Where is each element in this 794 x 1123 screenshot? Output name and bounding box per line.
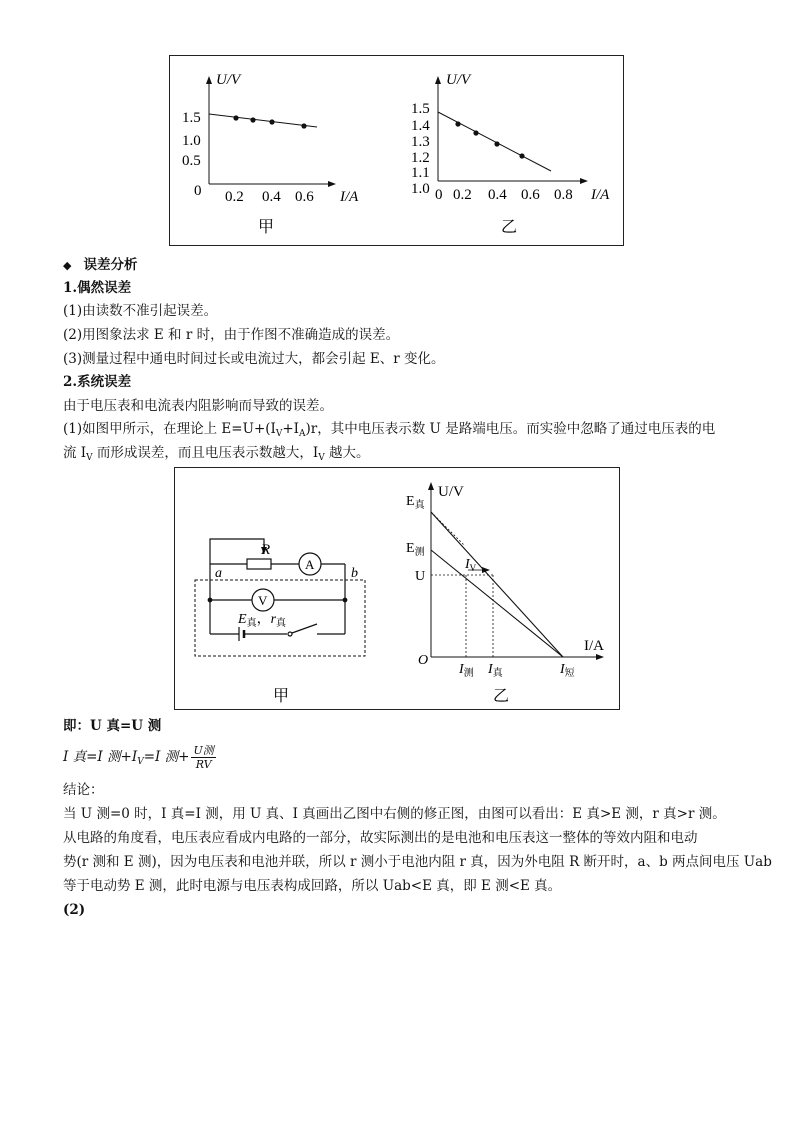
systematic-heading: 2.系统误差	[63, 374, 132, 390]
left-origin: 0	[194, 183, 202, 199]
figure-ui-graphs	[169, 55, 624, 246]
u-label: U	[415, 569, 426, 584]
e-true-label: $E_真$	[406, 494, 425, 511]
diamond-bullet-icon: ◆	[63, 259, 72, 272]
para2-label: (2)	[63, 902, 86, 918]
accidental-item: (2)用图象法求 E 和 r 时，由于作图不准确造成的误差。	[63, 327, 400, 343]
left-ytick: 1.5	[182, 110, 201, 126]
circuit-diagram	[195, 539, 365, 656]
conclusion-label: 结论：	[63, 782, 104, 798]
data-point	[250, 117, 255, 122]
left-xtick: 0.4	[262, 189, 281, 205]
voltmeter-icon: V	[258, 593, 268, 608]
conclusion-line: 从电路的角度看，电压表应看成内电路的一部分，故实际测出的是电池和电压表这一整体的等效内阻和电动	[63, 830, 698, 846]
node-a-label: a	[215, 566, 222, 581]
left-ytick: 1.0	[182, 133, 201, 149]
data-point	[301, 123, 306, 128]
right-ytick: 1.3	[411, 134, 430, 150]
circuit-caption: 甲	[273, 688, 290, 705]
circuit-labels	[215, 542, 358, 705]
graph-x-label: I/A	[584, 638, 604, 654]
conclusion-line: 等于电动势 E 测，此时电源与电压表构成回路，所以 Uab<E 真，即 E 测<E 真。	[63, 878, 562, 894]
graph-caption: 乙	[493, 688, 510, 705]
graph-y-label: U/V	[438, 484, 464, 500]
right-xtick: 0.8	[554, 187, 573, 203]
accidental-heading: 1.偶然误差	[63, 280, 132, 296]
origin-label: O	[418, 653, 429, 668]
right-xtick: 0.4	[488, 187, 507, 203]
left-ytick: 0.5	[182, 153, 201, 169]
section-title: ◆ 误差分析	[63, 257, 138, 273]
fraction: $\frac{\text{U测}}{RV}$	[193, 744, 214, 771]
conclusion-line: 当 U 测=0 时，I 真=I 测，用 U 真、I 真画出乙图中右侧的修正图，由图可以看出：E 真>E 测，r 真>r 测。	[63, 806, 726, 822]
data-point	[519, 153, 524, 158]
data-point	[494, 141, 499, 146]
left-caption: 甲	[258, 219, 275, 236]
node-b-label: b	[351, 566, 358, 581]
conclusion-line: 势(r 测和 E 测)，因为电压表和电池并联，所以 r 测小于电池内阻 r 真，因为外电阻 R 断开时，a、b 两点间电压 Uab	[63, 854, 772, 870]
circuit-graph-svg	[175, 468, 619, 709]
i-short-label: $I_短$	[560, 662, 575, 679]
data-point	[269, 119, 274, 124]
right-x-label: I/A	[591, 187, 610, 203]
data-point	[233, 115, 238, 120]
left-xtick: 0.2	[225, 189, 244, 205]
right-xtick: 0	[435, 187, 443, 203]
systematic-para1-line2: 流 $I_V$ 而形成误差，而且电压表示数越大，$I_V$ 越大。	[63, 445, 370, 463]
right-ytick: 1.5	[411, 101, 430, 117]
graph-right	[411, 72, 610, 236]
equation-current: I 真=I 测$+I_V=I$ 测+ $\frac{\text{U测}}{RV}$	[63, 744, 214, 771]
data-point	[455, 121, 460, 126]
ammeter-icon: A	[305, 557, 315, 572]
left-xtick: 0.6	[295, 189, 314, 205]
right-caption: 乙	[501, 219, 518, 236]
systematic-para1-line1: (1)如图甲所示，在理论上 $E=U+(I_V+I_A)r$，其中电压表示数 U 是路端电压。而实验中忽略了通过电压表的电	[63, 421, 716, 439]
right-ytick: 1.1	[411, 165, 430, 181]
right-xtick: 0.2	[453, 187, 472, 203]
battery-label: $E_真$，$r_真$	[238, 612, 287, 629]
graph-left	[182, 72, 359, 236]
i-meas-label: $I_测$	[459, 662, 474, 679]
right-ytick: 1.0	[411, 181, 430, 197]
right-ytick: 1.2	[411, 150, 430, 166]
rheostat-label: R	[261, 542, 271, 558]
right-ytick: 1.4	[411, 118, 430, 134]
accidental-item: (1)由读数不准引起误差。	[63, 303, 218, 319]
ui-graphs-svg	[170, 56, 623, 245]
right-y-label: U/V	[446, 72, 471, 88]
i-true-label: $I_真$	[488, 662, 503, 679]
left-y-label: U/V	[216, 72, 241, 88]
right-xtick: 0.6	[521, 187, 540, 203]
e-meas-label: $E_测$	[406, 541, 425, 558]
figure-circuit-and-graph	[174, 467, 620, 710]
iv-label: $I_V$	[465, 557, 477, 573]
systematic-intro: 由于电压表和电流表内阻影响而导致的误差。	[63, 398, 333, 414]
correction-graph	[406, 482, 604, 705]
data-point	[473, 130, 478, 135]
left-x-label: I/A	[340, 189, 359, 205]
accidental-item: (3)测量过程中通电时间过长或电流过大，都会引起 E、r 变化。	[63, 351, 445, 367]
equation-voltage: 即：U 真=U 测	[63, 718, 162, 734]
